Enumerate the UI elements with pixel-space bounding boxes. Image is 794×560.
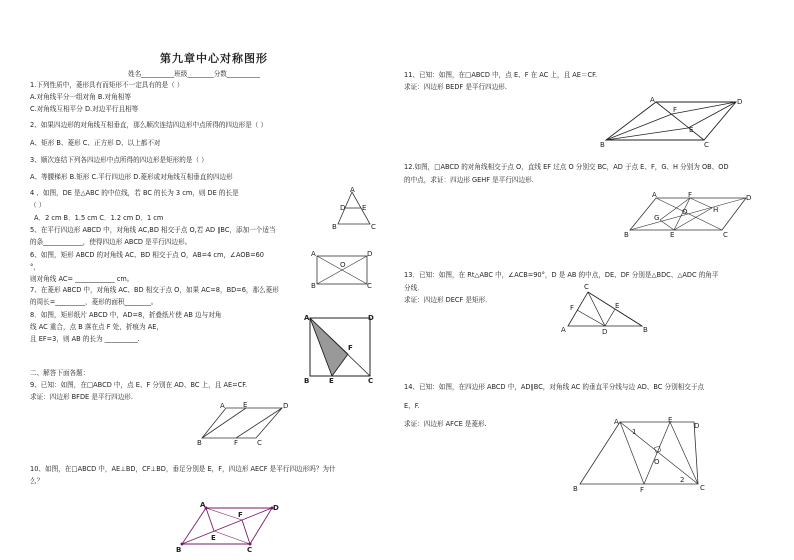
- label-c: C: [257, 439, 262, 446]
- label-a: A: [311, 250, 316, 258]
- label-e: E: [362, 204, 367, 212]
- figure-q13-right-triangle: [560, 280, 650, 338]
- label-o: O: [340, 261, 346, 269]
- label-a: A: [200, 501, 206, 509]
- question-3-options: A、等腰梯形 B.矩形 C.平行四边形 D.菱形或对角线互相垂直的四边形: [30, 173, 233, 181]
- question-5-line-2: 的条____________，使得四边形 ABCD 是平行四边形。: [30, 238, 192, 246]
- question-5-line-1: 5、在平行四边形 ABCD 中，对角线 AC,BD 相交于点 O,若 AD ∥BC，添加一个适当: [30, 226, 276, 234]
- question-13-line-1: 13．已知：如图，在 Rt△ABC 中，∠ACB=90°，D 是 AB 的中点，DE、DF 分别是△BDC、△ADC 的角平: [404, 271, 719, 279]
- label-d: D: [602, 328, 608, 336]
- label-a: A: [614, 418, 619, 426]
- question-9-line-1: 9、已知：如图，在□ABCD 中，点 E、F 分别在 AD、BC 上，且 AE=CF.: [30, 381, 248, 389]
- question-1-options-cd: C.对角线互相平分 D.对边平行且相等: [30, 105, 139, 113]
- label-f: F: [238, 511, 243, 519]
- question-14-line-2: E、F.: [404, 402, 420, 410]
- figure-q8-folded-rectangle: [300, 310, 380, 384]
- label-o: O: [654, 458, 660, 466]
- label-b: B: [573, 485, 578, 493]
- label-f: F: [570, 304, 575, 312]
- question-4: 4 、如图，DE 是△ABC 的中位线，若 BC 的长为 3 cm，则 DE 的长是: [30, 189, 239, 197]
- figure-q6-rectangle: [310, 250, 372, 290]
- label-d: D: [737, 98, 743, 106]
- question-6-line-2: °，: [30, 263, 40, 271]
- question-6-line-3: 则对角线 AC= ____________ cm。: [30, 275, 134, 283]
- label-a: A: [650, 96, 655, 104]
- label-f: F: [673, 106, 678, 114]
- label-b: B: [176, 546, 182, 554]
- label-e: E: [615, 302, 620, 310]
- question-11-line-1: 11、已知：如图，在□ABCD 中，点 E、F 在 AC 上，且 AE＝CF.: [404, 71, 597, 79]
- label-f: F: [688, 191, 693, 199]
- label-d: D: [746, 194, 752, 202]
- question-7-line-2: 的周长=_________，菱形的面积________。: [30, 298, 158, 306]
- figure-q4-triangle: [330, 186, 380, 230]
- question-8-line-2: 线 AC 重合，点 B 落在点 F 处，折痕为 AE，: [30, 323, 163, 331]
- label-c: C: [700, 484, 705, 492]
- question-13-line-3: 求证：四边形 DECF 是矩形．: [404, 296, 492, 304]
- question-8-line-1: 8．如图，矩形纸片 ABCD 中，AD=8，折叠纸片使 AB 边与对角: [30, 311, 222, 319]
- figure-q10-parallelogram: [172, 500, 282, 554]
- label-c: C: [704, 141, 709, 149]
- question-13-line-2: 分线．: [404, 284, 424, 292]
- label-b: B: [197, 439, 202, 446]
- figure-q12-parallelogram: [622, 190, 752, 238]
- label-f: F: [348, 344, 353, 352]
- label-e: E: [243, 401, 248, 409]
- student-info-line: 姓名__________班级________分数__________: [128, 70, 260, 78]
- label-g: G: [654, 214, 660, 222]
- label-b: B: [304, 377, 310, 384]
- label-b: B: [311, 282, 316, 290]
- label-d: D: [340, 204, 346, 212]
- question-4-options: A．2 cm B．1.5 cm C．1.2 cm D．1 cm: [34, 214, 164, 222]
- label-a: A: [350, 186, 355, 194]
- label-o: O: [682, 208, 688, 216]
- question-1: 1.下列性质中，菱形具有而矩形不一定具有的是（ ）: [30, 81, 184, 89]
- label-a: A: [220, 402, 225, 410]
- question-4-paren: （ ）: [30, 201, 46, 209]
- figure-q9-parallelogram: [196, 400, 296, 446]
- figure-q14-quadrilateral: [570, 414, 710, 494]
- figure-q11-parallelogram: [596, 94, 746, 150]
- question-2: 2、如果四边形的对角线互相垂直，那么顺次连结四边形中点所得的四边形是（ ）: [30, 121, 268, 129]
- question-12-line-2: 的中点，求证：四边形 GEHF 是平行四边形.: [404, 176, 534, 184]
- label-d: D: [694, 422, 700, 430]
- label-b: B: [332, 223, 337, 230]
- label-c: C: [247, 546, 253, 554]
- label-c: C: [723, 231, 728, 238]
- label-angle-2: 2: [680, 476, 685, 484]
- label-e: E: [670, 231, 675, 238]
- label-e: E: [668, 416, 673, 424]
- question-7-line-1: 7、在菱形 ABCD 中，对角线 AC、BD 相交于点 O，如果 AC=8，BD=6，那么菱形: [30, 286, 279, 294]
- page-title: 第九章中心对称图形: [160, 52, 268, 65]
- label-a: A: [561, 326, 566, 334]
- question-1-options-ab: A.对角线平分一组对角 B.对角相等: [30, 93, 131, 101]
- question-10-line-2: 么？: [30, 477, 44, 485]
- question-8-line-3: 且 EF=3，则 AB 的长为 __________.: [30, 335, 140, 343]
- label-d: D: [368, 314, 374, 322]
- label-d: D: [367, 250, 372, 258]
- question-10-line-1: 10、如图，在□ABCD 中，AE⊥BD，CF⊥BD，垂足分别是 E，F，四边形 AECF 是平行四边形吗？为什: [30, 465, 336, 473]
- question-6-line-1: 6、如图，矩形 ABCD 的对角线 AC、BD 相交于点 O，AB=4 cm，∠AOB=60: [30, 251, 264, 259]
- label-d: D: [283, 402, 289, 410]
- label-c: C: [367, 282, 372, 290]
- label-e: E: [329, 377, 334, 384]
- label-f: F: [234, 439, 239, 446]
- question-3: 3、顺次连结下列各四边形中点所得的四边形是矩形的是（ ）: [30, 156, 208, 164]
- question-14-line-1: 14、已知：如图，在四边形 ABCD 中，AD∥BC，对角线 AC 的垂直平分线与边 AD、BC 分别相交于点: [404, 383, 705, 391]
- question-9-line-2: 求证：四边形 BFDE 是平行四边形.: [30, 393, 133, 401]
- label-angle-1: 1: [632, 428, 637, 436]
- question-11-line-2: 求证：四边形 BEDF 是平行四边形.: [404, 83, 507, 91]
- section-2-heading: 二、解答下面各题：: [30, 369, 90, 377]
- label-e: E: [211, 534, 216, 542]
- label-b: B: [643, 326, 648, 334]
- label-c: C: [368, 377, 374, 384]
- label-b: B: [624, 231, 629, 238]
- label-c: C: [371, 223, 376, 230]
- label-h: H: [713, 206, 719, 214]
- label-a: A: [652, 191, 657, 199]
- label-d: D: [273, 504, 279, 512]
- question-12-line-1: 12.如图，□ABCD 的对角线相交于点 O，直线 EF 过点 O 分别交 BC，AD 于点 E、F，G、H 分别为 OB、OD: [404, 163, 729, 171]
- label-b: B: [600, 141, 605, 149]
- label-a: A: [304, 314, 310, 322]
- label-e: E: [689, 126, 694, 134]
- question-14-line-3: 求证：四边形 AFCE 是菱形.: [404, 420, 487, 428]
- label-c: C: [584, 283, 589, 291]
- question-2-options: A、矩形 B、菱形 C、正方形 D、以上都不对: [30, 139, 161, 147]
- label-f: F: [640, 486, 645, 494]
